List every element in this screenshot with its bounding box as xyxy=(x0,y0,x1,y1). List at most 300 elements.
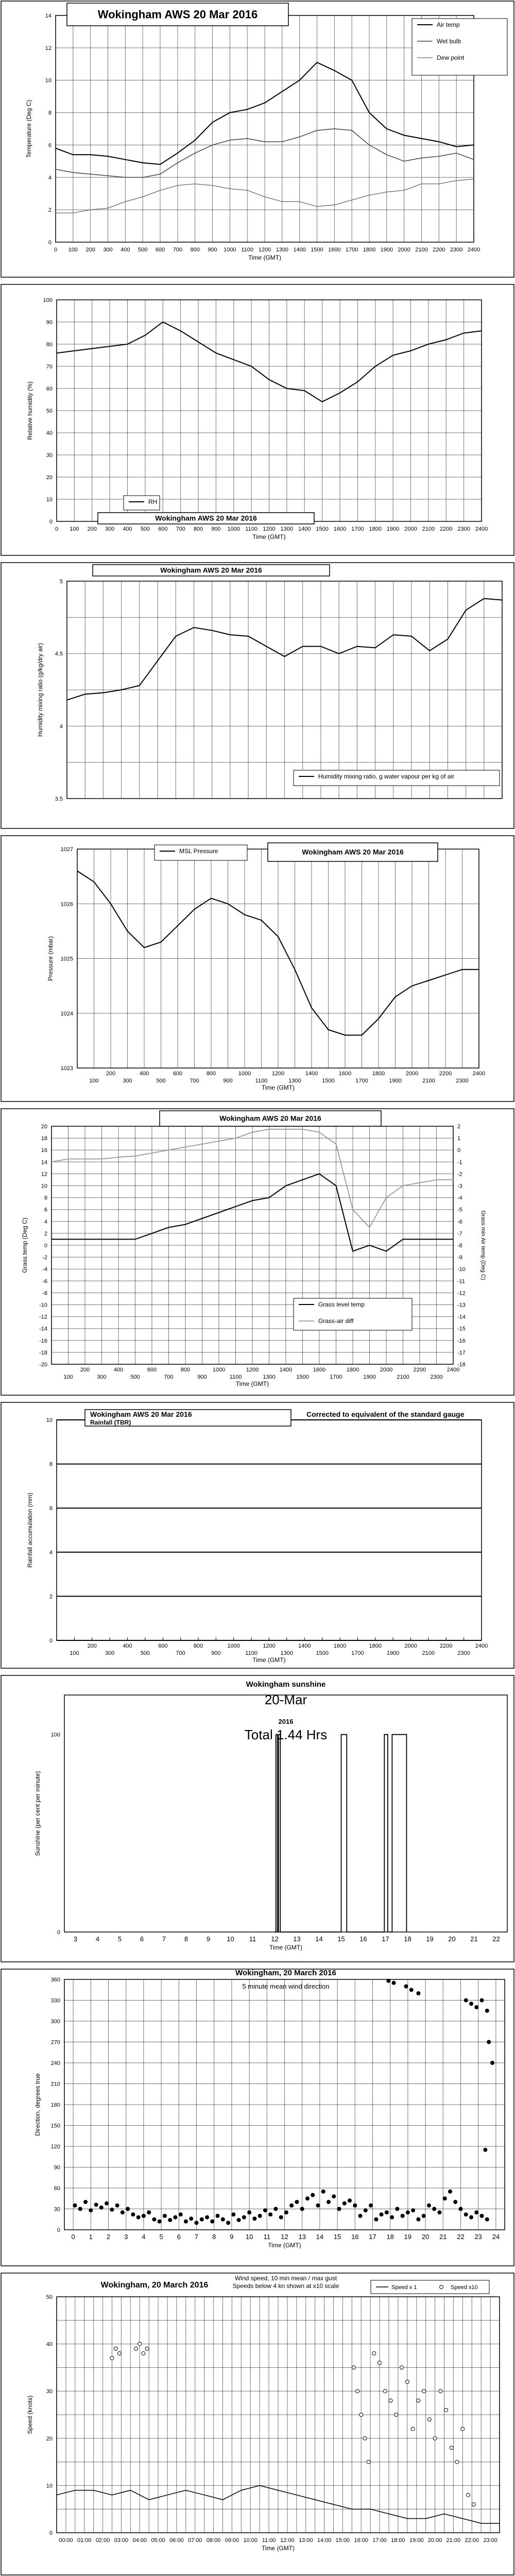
x-tick-label: 900 xyxy=(211,526,221,532)
x-tick-label: 10 xyxy=(245,2233,253,2241)
y-tick-label: 3.5 xyxy=(55,796,63,802)
x-tick-label: 0 xyxy=(55,526,59,532)
y-tick-label: 10 xyxy=(46,1417,53,1423)
x-tick-label: 200 xyxy=(87,526,97,532)
y-right-axis-label: Grass min Air temp (Deg C) xyxy=(480,1210,486,1280)
y-right-tick-label: -1 xyxy=(457,1159,462,1166)
x-tick-label: 2300 xyxy=(456,1078,469,1084)
data-point xyxy=(328,1029,329,1030)
data-point xyxy=(134,2347,138,2350)
y-right-tick-label: 0 xyxy=(457,1147,461,1154)
data-point xyxy=(369,1245,370,1246)
y-tick-label: 6 xyxy=(48,142,52,149)
data-point xyxy=(439,2389,442,2393)
x-tick-label: 800 xyxy=(180,1367,191,1373)
x-tick-label: 1500 xyxy=(316,526,329,532)
humidity-chart-panel xyxy=(0,283,515,556)
data-point xyxy=(125,159,126,160)
data-point xyxy=(369,112,370,113)
scatter-point xyxy=(115,2204,119,2208)
x-tick-label: 2000 xyxy=(405,1071,419,1077)
data-point xyxy=(395,996,396,997)
x-tick-label: 800 xyxy=(190,247,200,253)
data-point xyxy=(167,2495,168,2496)
scatter-point xyxy=(252,2216,256,2221)
data-point xyxy=(142,162,143,163)
data-point xyxy=(142,196,143,197)
x-tick-label: 1200 xyxy=(246,1367,259,1373)
data-point xyxy=(142,2351,145,2355)
x-tick-label: 13 xyxy=(298,2233,306,2241)
mixing-ratio-chart-panel xyxy=(0,562,515,829)
x-tick-label: 200 xyxy=(106,1071,116,1077)
y-tick-label: 4 xyxy=(59,723,63,730)
x-tick-label: 1400 xyxy=(279,1367,293,1373)
x-tick-label: 7 xyxy=(162,1935,166,1943)
data-point xyxy=(73,154,74,155)
y-tick-label: 2 xyxy=(44,1230,47,1237)
x-axis-label: Time (GMT) xyxy=(268,2242,301,2249)
scatter-point xyxy=(337,2207,341,2211)
x-tick-label: 2200 xyxy=(413,1367,426,1373)
scatter-point xyxy=(136,2215,141,2219)
x-tick-label: 13 xyxy=(293,1935,301,1943)
x-tick-label: 1700 xyxy=(351,526,364,532)
data-point xyxy=(334,128,335,129)
y-axis-label: Direction, degrees true xyxy=(34,2073,41,2136)
x-tick-label: 100 xyxy=(63,1374,73,1380)
y-tick-label: 100 xyxy=(50,1732,60,1738)
wind-speed-chart-panel xyxy=(0,2272,515,2576)
x-tick-label: 5 xyxy=(117,1935,122,1943)
data-point xyxy=(198,342,199,343)
scatter-point xyxy=(409,1988,414,1992)
y-tick-label: 0 xyxy=(48,240,52,246)
x-tick-label: 400 xyxy=(113,1367,124,1373)
data-point xyxy=(51,1239,52,1240)
x-tick-label: 900 xyxy=(223,1078,233,1084)
x-tick-label: 100 xyxy=(89,1078,99,1084)
data-point xyxy=(259,2485,260,2486)
x-tick-label: 2100 xyxy=(422,1650,435,1656)
data-point xyxy=(456,146,457,147)
data-point xyxy=(235,1138,236,1139)
legend-label: RH xyxy=(148,498,158,505)
data-point xyxy=(261,920,262,921)
data-point xyxy=(320,646,321,647)
scatter-point xyxy=(263,2208,267,2212)
data-point xyxy=(90,209,91,210)
x-tick-label: 4 xyxy=(95,1935,100,1943)
x-tick-label: 6 xyxy=(177,2233,181,2241)
data-point xyxy=(74,350,75,351)
data-point xyxy=(428,344,429,345)
scatter-point xyxy=(295,2200,299,2204)
data-point xyxy=(473,145,474,146)
data-point xyxy=(222,2499,224,2500)
panel-border xyxy=(1,836,514,1101)
x-tick-label: 500 xyxy=(140,526,150,532)
x-tick-label: 800 xyxy=(206,1071,216,1077)
scatter-point xyxy=(369,2204,373,2208)
legend-label: MSL Pressure xyxy=(179,848,218,855)
x-tick-label: 18 xyxy=(386,2233,394,2241)
data-point xyxy=(439,141,440,142)
data-point xyxy=(419,1239,420,1240)
legend-label: Rainfall (TBR) xyxy=(90,1419,131,1426)
data-point xyxy=(235,1206,236,1207)
y-tick-label: 4 xyxy=(49,1549,53,1556)
y-tick-label: 16 xyxy=(41,1147,47,1154)
x-tick-label: 1600 xyxy=(313,1367,326,1373)
sunshine-chart-panel xyxy=(0,1674,515,1963)
x-tick-label: 16 xyxy=(359,1935,367,1943)
data-point xyxy=(484,598,485,599)
scatter-point xyxy=(210,2219,214,2224)
y-right-tick-label: -12 xyxy=(457,1290,466,1297)
data-point xyxy=(282,141,283,142)
scatter-point xyxy=(411,2208,415,2212)
scatter-point xyxy=(126,2207,130,2211)
data-point xyxy=(55,169,56,170)
y-tick-label: 0 xyxy=(44,1243,47,1249)
data-point xyxy=(252,1132,253,1133)
data-point xyxy=(127,931,128,932)
panel-border xyxy=(1,563,514,828)
data-point xyxy=(108,175,109,176)
y-tick-label: 6 xyxy=(49,1505,53,1512)
x-tick-label: 16:00 xyxy=(354,2537,369,2544)
data-point xyxy=(445,975,446,976)
data-point xyxy=(448,639,449,640)
scatter-point xyxy=(404,1985,408,1989)
scatter-point xyxy=(416,1991,420,1995)
x-tick-label: 1900 xyxy=(363,1374,376,1380)
x-tick-label: 12 xyxy=(281,2233,288,2241)
x-tick-label: 1700 xyxy=(330,1374,342,1380)
scatter-point xyxy=(311,2193,315,2197)
scatter-point xyxy=(279,2215,283,2219)
data-point xyxy=(228,903,229,904)
y-tick-label: 60 xyxy=(54,2185,60,2192)
x-tick-label: 1100 xyxy=(245,526,258,532)
y-right-tick-label: -17 xyxy=(457,1349,466,1356)
scatter-point xyxy=(258,2214,262,2218)
data-point xyxy=(127,344,128,345)
scatter-point xyxy=(416,2217,420,2222)
data-point xyxy=(472,2503,475,2506)
data-point xyxy=(351,80,352,81)
data-point xyxy=(473,159,474,160)
data-point xyxy=(269,1197,270,1198)
data-point xyxy=(386,128,387,129)
legend-label: Dew point xyxy=(437,54,465,61)
data-point xyxy=(456,152,457,154)
data-point xyxy=(117,2351,121,2355)
y-tick-label: 360 xyxy=(50,1977,60,1983)
x-tick-label: 14 xyxy=(316,2233,324,2241)
chart-title: Wokingham AWS 20 Mar 2016 xyxy=(160,566,262,574)
scatter-point xyxy=(385,2210,389,2214)
x-tick-label: 2400 xyxy=(467,247,480,253)
x-axis-label: Time (GMT) xyxy=(261,1084,295,1091)
panel-border xyxy=(1,2273,514,2575)
x-tick-label: 400 xyxy=(121,247,130,253)
scatter-point xyxy=(99,2206,104,2210)
data-point xyxy=(400,2366,404,2369)
scatter-point xyxy=(342,2201,347,2206)
data-point xyxy=(296,2495,297,2496)
data-point xyxy=(370,2509,371,2510)
chart-title: Wokingham, 20 March 2016 xyxy=(235,1969,336,1977)
data-point xyxy=(108,156,109,157)
scatter-point xyxy=(386,1979,390,1983)
x-tick-label: 800 xyxy=(193,526,203,532)
scatter-point xyxy=(226,2221,230,2225)
wind-direction-chart-panel xyxy=(0,1968,515,2267)
y-right-tick-label: 2 xyxy=(457,1124,461,1130)
scatter-point xyxy=(321,2190,325,2194)
data-point xyxy=(144,947,145,948)
scatter-point xyxy=(432,2207,436,2211)
data-point xyxy=(177,185,178,186)
x-tick-label: 22 xyxy=(492,1935,500,1943)
data-point xyxy=(389,2399,392,2402)
x-tick-label: 1400 xyxy=(298,1643,311,1649)
data-point xyxy=(177,152,178,154)
data-point xyxy=(195,140,196,141)
data-point xyxy=(118,1157,119,1158)
x-tick-label: 200 xyxy=(80,1367,90,1373)
x-axis-label: Time (GMT) xyxy=(252,1656,286,1664)
scatter-point xyxy=(121,2210,125,2214)
x-tick-label: 21 xyxy=(439,2233,447,2241)
x-tick-label: 1200 xyxy=(258,247,271,253)
y-tick-label: 30 xyxy=(46,452,53,459)
data-point xyxy=(84,1239,85,1240)
y-right-tick-label: -8 xyxy=(457,1243,462,1249)
x-tick-label: 2300 xyxy=(430,1374,443,1380)
y-tick-label: 20 xyxy=(41,1124,47,1130)
y-tick-label: 70 xyxy=(46,364,53,370)
data-point xyxy=(185,1224,186,1225)
data-point xyxy=(302,1129,303,1130)
data-point xyxy=(444,2408,448,2412)
y-right-tick-label: -15 xyxy=(457,1326,466,1332)
data-point xyxy=(317,206,318,207)
data-point xyxy=(241,2490,242,2491)
scatter-point xyxy=(300,2207,304,2211)
scatter-point xyxy=(221,2217,225,2222)
chart-title: Wokingham AWS 20 Mar 2016 xyxy=(302,848,404,856)
chart-title: Wokingham AWS 20 Mar 2016 xyxy=(219,1114,321,1123)
data-point xyxy=(386,1197,387,1198)
legend-label: Humidity mixing ratio, g water vapour per kg of air xyxy=(318,773,455,780)
x-tick-label: 400 xyxy=(123,526,132,532)
y-tick-label: 330 xyxy=(50,1997,60,2004)
chart-svg-5 xyxy=(0,1401,515,1669)
y-tick-label: 0 xyxy=(49,2530,53,2536)
x-tick-label: 2 xyxy=(106,2233,111,2241)
chart-subtitle: 20-Mar xyxy=(264,1692,307,1707)
data-point xyxy=(101,1239,102,1240)
data-point xyxy=(202,1144,203,1145)
data-point xyxy=(427,2418,431,2421)
x-tick-label: 300 xyxy=(105,1650,115,1656)
data-point xyxy=(264,141,265,142)
data-point xyxy=(180,330,181,331)
x-tick-label: 1800 xyxy=(346,1367,359,1373)
data-point xyxy=(110,2357,114,2360)
data-point xyxy=(436,1239,437,1240)
data-point xyxy=(204,2495,205,2496)
scatter-point xyxy=(443,2196,447,2200)
x-tick-label: 100 xyxy=(70,1650,79,1656)
data-point xyxy=(92,348,93,349)
data-point xyxy=(433,2436,437,2440)
data-point xyxy=(216,352,217,353)
legend-label: Speed x 1 xyxy=(391,2284,417,2291)
x-tick-label: 9 xyxy=(230,2233,234,2241)
x-tick-label: 300 xyxy=(97,1374,107,1380)
data-point xyxy=(118,1239,119,1240)
data-point xyxy=(352,1209,353,1210)
data-point xyxy=(428,980,430,981)
data-point xyxy=(315,2499,316,2500)
data-point xyxy=(375,366,376,367)
x-tick-label: 22 xyxy=(457,2233,465,2241)
data-point xyxy=(264,103,265,104)
y-tick-label: 80 xyxy=(46,342,53,348)
data-point xyxy=(264,196,265,197)
data-point xyxy=(55,213,56,214)
y-tick-label: 12 xyxy=(41,1171,47,1178)
y-tick-label: -2 xyxy=(42,1255,47,1261)
data-point xyxy=(481,1640,482,1641)
scatter-point xyxy=(268,2212,272,2216)
data-point xyxy=(160,174,161,175)
data-point xyxy=(145,2347,149,2350)
y-right-tick-label: -7 xyxy=(457,1230,462,1237)
data-point xyxy=(319,1132,320,1133)
data-point xyxy=(334,205,335,206)
x-tick-label: 3 xyxy=(124,2233,128,2241)
x-tick-label: 700 xyxy=(164,1374,174,1380)
data-point xyxy=(392,355,393,356)
data-point xyxy=(444,2514,445,2515)
x-tick-label: 500 xyxy=(140,1650,150,1656)
scatter-point xyxy=(284,2210,288,2214)
x-tick-label: 1300 xyxy=(280,526,294,532)
y-tick-label: 14 xyxy=(45,13,52,19)
x-axis-label: Time (GMT) xyxy=(269,1944,303,1951)
y-tick-label: 300 xyxy=(50,2019,60,2025)
x-tick-label: 11:00 xyxy=(262,2537,276,2544)
x-tick-label: 1100 xyxy=(241,247,253,253)
x-tick-label: 1800 xyxy=(372,1071,385,1077)
x-tick-label: 2300 xyxy=(457,1650,470,1656)
data-point xyxy=(138,2342,142,2346)
legend-label: Wet bulb xyxy=(437,38,461,45)
scatter-point xyxy=(216,2214,220,2218)
x-tick-label: 02:00 xyxy=(95,2537,110,2544)
data-point xyxy=(135,1156,136,1157)
y-axis-label: Rainfall accumulation (mm) xyxy=(26,1493,33,1568)
data-point xyxy=(466,609,467,611)
data-point xyxy=(55,148,56,149)
panel-border xyxy=(1,1402,514,1668)
data-point xyxy=(151,1153,152,1154)
chart-svg-0 xyxy=(0,0,515,278)
x-tick-label: 0 xyxy=(54,247,58,253)
data-point xyxy=(338,653,339,654)
data-point xyxy=(285,1185,286,1187)
data-point xyxy=(367,2460,370,2464)
data-point xyxy=(110,903,111,904)
y-tick-label: 90 xyxy=(46,319,53,326)
y-tick-label: 0 xyxy=(57,1929,60,1936)
chart-title: Wokingham AWS 20 Mar 2016 xyxy=(97,8,258,21)
y-tick-label: 10 xyxy=(45,77,52,84)
data-point xyxy=(417,2399,420,2402)
data-point xyxy=(351,199,352,200)
data-point xyxy=(464,333,465,334)
x-tick-label: 06:00 xyxy=(169,2537,184,2544)
x-tick-label: 1000 xyxy=(212,1367,226,1373)
data-point xyxy=(404,135,405,136)
x-tick-label: 1300 xyxy=(263,1374,276,1380)
y-tick-label: 1023 xyxy=(60,1065,73,1072)
data-point xyxy=(388,2514,389,2515)
y-tick-label: 120 xyxy=(50,2144,60,2150)
data-point xyxy=(94,882,95,883)
x-tick-label: 01:00 xyxy=(77,2537,92,2544)
y-right-tick-label: -2 xyxy=(457,1171,462,1178)
x-tick-label: 20 xyxy=(448,1935,456,1943)
x-tick-label: 700 xyxy=(190,1078,199,1084)
data-point xyxy=(393,634,394,635)
x-tick-label: 1500 xyxy=(296,1374,309,1380)
data-point xyxy=(285,1129,286,1130)
data-point xyxy=(185,2490,186,2491)
x-tick-label: 1000 xyxy=(227,526,240,532)
scatter-point xyxy=(474,2210,478,2214)
scatter-point xyxy=(105,2201,109,2206)
x-tick-label: 08:00 xyxy=(206,2537,221,2544)
scatter-point xyxy=(142,2214,146,2218)
scatter-point xyxy=(485,2009,489,2013)
data-point xyxy=(411,636,412,637)
data-point xyxy=(230,112,231,113)
x-tick-label: 2100 xyxy=(415,247,428,253)
scatter-point xyxy=(247,2210,251,2214)
data-point xyxy=(51,1162,52,1163)
x-tick-label: 16 xyxy=(351,2233,359,2241)
y-tick-label: 90 xyxy=(54,2164,60,2171)
y-tick-label: 240 xyxy=(50,2060,60,2066)
y-tick-label: 4.5 xyxy=(55,651,63,657)
data-point xyxy=(462,2518,464,2519)
x-tick-label: 500 xyxy=(130,1374,140,1380)
data-point xyxy=(266,646,267,647)
y-tick-label: 1027 xyxy=(60,846,73,853)
x-tick-label: 1600 xyxy=(338,1071,352,1077)
data-point xyxy=(357,381,358,382)
data-point xyxy=(135,1239,136,1240)
x-tick-label: 1500 xyxy=(316,1650,329,1656)
y-axis-label: Relative humidity (%) xyxy=(26,381,33,440)
y-tick-label: 4 xyxy=(44,1218,47,1225)
